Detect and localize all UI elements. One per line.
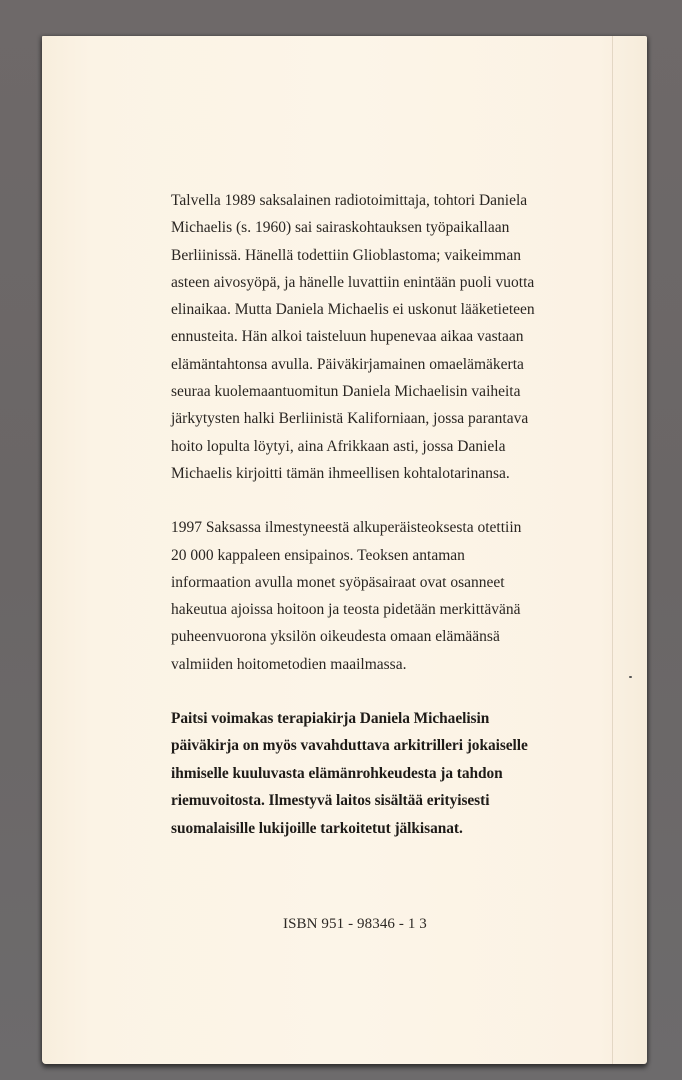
text-line: riemuvoitosta. Ilmestyvä laitos sisältää erityisesti bbox=[171, 792, 490, 810]
text-line: suomalaisille lukijoille tarkoitetut jälkisanat. bbox=[171, 819, 463, 837]
text-line: hakeutua ajoissa hoitoon ja teosta pidetään merkittävänä bbox=[171, 601, 521, 619]
book-back-cover bbox=[42, 36, 647, 1064]
spine-fold-line bbox=[612, 36, 613, 1064]
text-line: ihmiselle kuuluvasta elämänrohkeudesta ja tahdon bbox=[171, 764, 503, 782]
isbn-number: ISBN 951 - 98346 - 1 3 bbox=[283, 916, 427, 932]
text-line: 20 000 kappaleen ensipainos. Teoksen antaman bbox=[171, 546, 465, 564]
text-line: valmiiden hoitometodien maailmassa. bbox=[171, 655, 407, 673]
text-line: järkytysten halki Berliinistä Kaliforniaan, jossa parantava bbox=[171, 410, 529, 428]
text-line: Michaelis (s. 1960) sai sairaskohtauksen työpaikallaan bbox=[171, 219, 510, 237]
text-line: 1997 Saksassa ilmestyneestä alkuperäisteoksesta otettiin bbox=[171, 519, 522, 537]
text-line: seuraa kuolemaantuomitun Daniela Michaelisin vaiheita bbox=[171, 383, 521, 401]
text-line: hoito lopulta löytyi, aina Afrikkaan asti, jossa Daniela bbox=[171, 437, 506, 455]
text-line: puheenvuorona yksilön oikeudesta omaan elämäänsä bbox=[171, 628, 500, 646]
text-line: päiväkirja on myös vavahduttava arkitrilleri jokaiselle bbox=[171, 737, 528, 755]
text-line: Berliinissä. Hänellä todettiin Glioblastoma; vaikeimman bbox=[171, 246, 521, 264]
blurb-paragraph-1 bbox=[171, 187, 591, 487]
text-line: ennusteita. Hän alkoi taisteluun hupenevaa aikaa vastaan bbox=[171, 328, 524, 346]
text-line: asteen aivosyöpä, ja hänelle luvattiin enintään puoli vuotta bbox=[171, 273, 535, 291]
text-line: Michaelis kirjoitti tämän ihmeellisen kohtalotarinansa. bbox=[171, 464, 510, 482]
text-line: informaation avulla monet syöpäsairaat ovat osanneet bbox=[171, 573, 505, 591]
text-line: Paitsi voimakas terapiakirja Daniela Michaelisin bbox=[171, 710, 490, 728]
blurb-paragraph-bold bbox=[171, 705, 591, 842]
paper-speck bbox=[629, 676, 632, 678]
blurb-text bbox=[171, 187, 591, 842]
text-line: elämäntahtonsa avulla. Päiväkirjamainen omaelämäkerta bbox=[171, 355, 524, 373]
blurb-paragraph-2 bbox=[171, 514, 591, 678]
text-line: elinaikaa. Mutta Daniela Michaelis ei uskonut lääketieteen bbox=[171, 301, 535, 319]
text-line: Talvella 1989 saksalainen radiotoimittaja, tohtori Daniela bbox=[171, 192, 528, 209]
